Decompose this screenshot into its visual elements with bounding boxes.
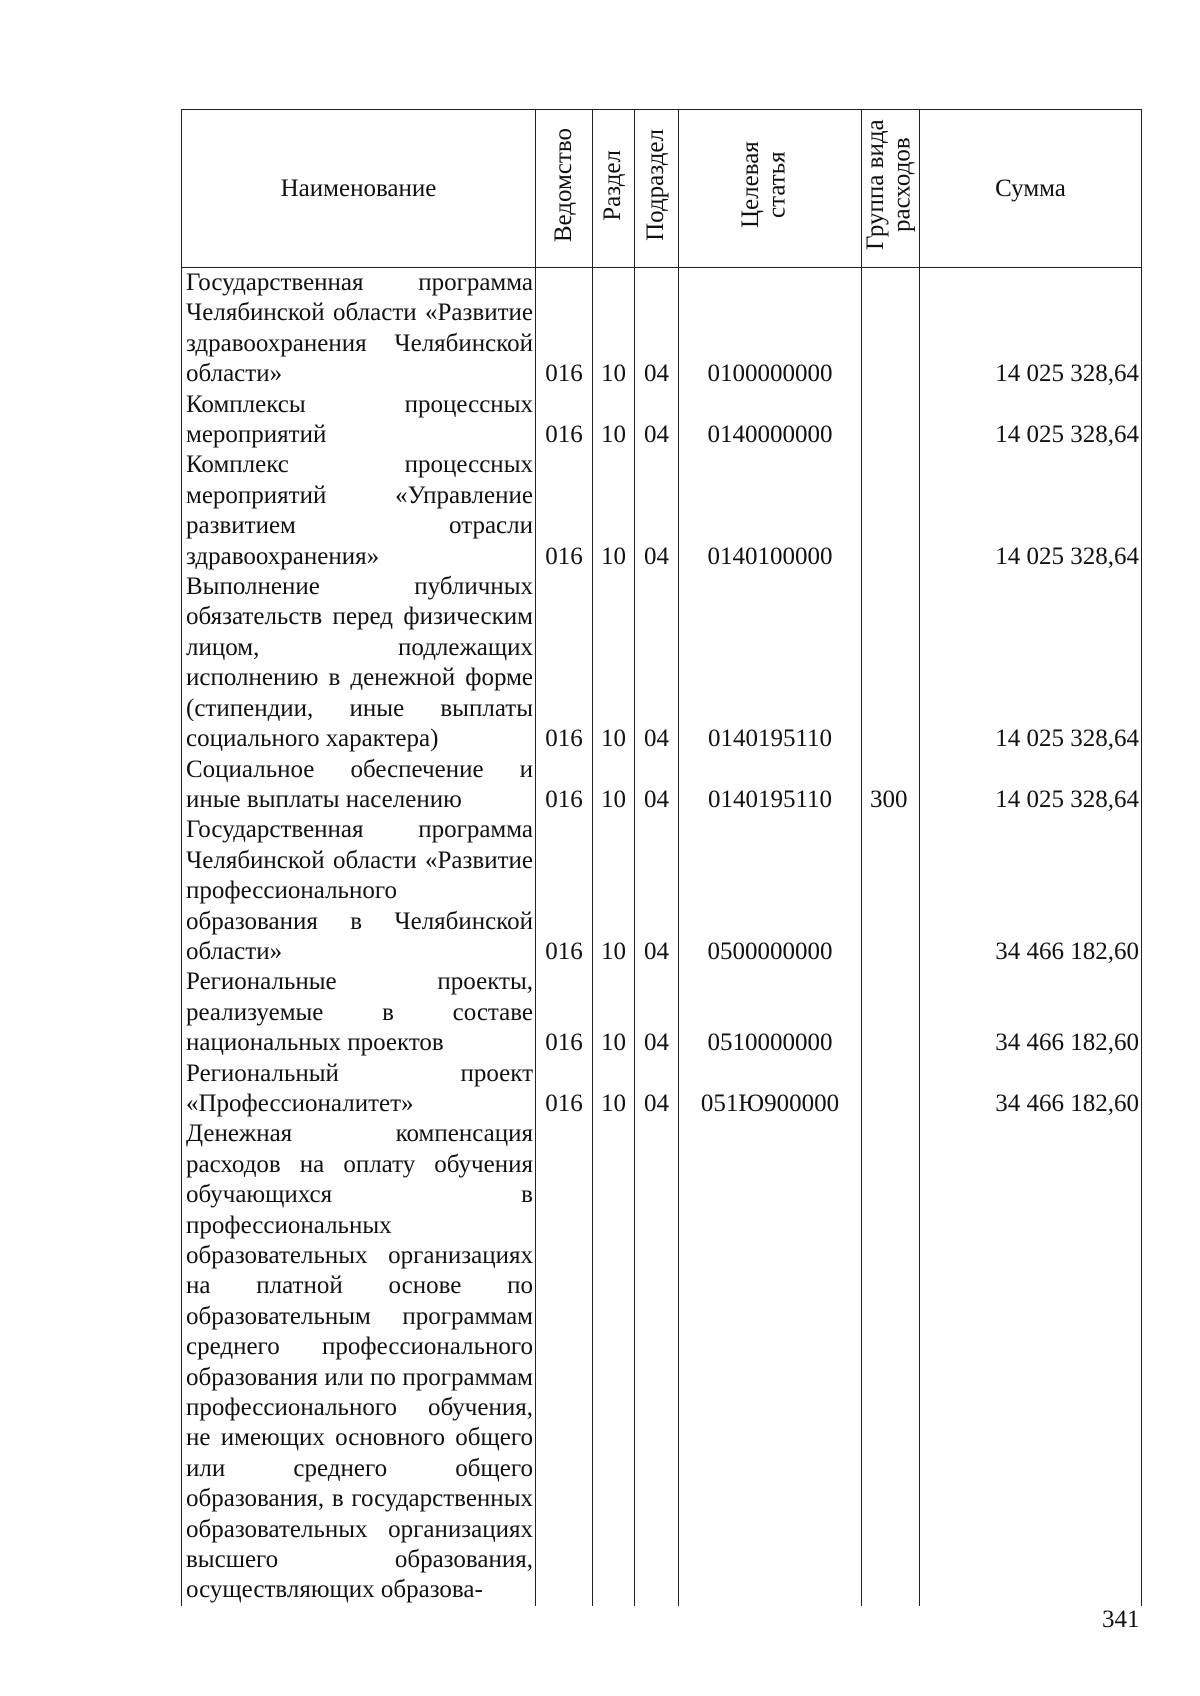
row-gruppa: 300 [862,755,920,816]
row-podrazdel: 04 [635,390,679,451]
table-row [182,1119,1142,1606]
row-celevaya: 0140100000 [679,450,862,572]
table-row [182,815,1142,967]
header-podrazdel [635,110,679,268]
row-gruppa [862,572,920,754]
row-celevaya: 0500000000 [679,815,862,967]
row-name: Государственная программа Челябинской области «Развитие профессионального образования в Челябинской области» [182,815,536,967]
row-podrazdel [635,1119,679,1606]
row-summa [920,1119,1142,1606]
header-name: Наименование [182,110,536,268]
row-name: Региональный проект «Профессионалитет» [182,1059,536,1120]
header-vedomstvo [536,110,593,268]
page-number: 341 [1102,1606,1140,1633]
row-summa: 14 025 328,64 [920,572,1142,754]
row-razdel: 10 [593,815,635,967]
row-razdel: 10 [593,967,635,1058]
row-vedomstvo: 016 [536,1059,593,1120]
budget-table-document [181,109,1141,1606]
row-vedomstvo: 016 [536,390,593,451]
row-razdel: 10 [593,390,635,451]
header-summa: Сумма [920,110,1142,268]
row-celevaya: 0100000000 [679,268,862,390]
row-celevaya: 0510000000 [679,967,862,1058]
row-vedomstvo: 016 [536,967,593,1058]
table-row [182,268,1142,390]
row-name: Государственная программа Челябинской области «Развитие здравоохранения Челябинской области» [182,268,536,390]
table-row [182,1059,1142,1120]
row-vedomstvo [536,1119,593,1606]
row-razdel: 10 [593,572,635,754]
row-summa: 34 466 182,60 [920,815,1142,967]
row-gruppa [862,967,920,1058]
row-razdel [593,1119,635,1606]
row-vedomstvo: 016 [536,815,593,967]
header-podrazdel-label: Подраздел [642,129,670,241]
row-gruppa [862,450,920,572]
header-gruppa [862,110,920,268]
row-celevaya [679,1119,862,1606]
row-podrazdel: 04 [635,755,679,816]
row-razdel: 10 [593,755,635,816]
row-vedomstvo: 016 [536,268,593,390]
row-celevaya: 0140195110 [679,755,862,816]
row-summa: 34 466 182,60 [920,967,1142,1058]
table-row [182,755,1142,816]
row-razdel: 10 [593,1059,635,1120]
row-name: Региональные проекты, реализуемые в составе национальных проектов [182,967,536,1058]
row-summa: 14 025 328,64 [920,390,1142,451]
row-summa: 34 466 182,60 [920,1059,1142,1120]
row-name: Выполнение публичных обязательств перед физическим лицом, подлежащих исполнению в денежной форме (стипендии, иные выплаты социального характера) [182,572,536,754]
row-podrazdel: 04 [635,450,679,572]
row-name: Социальное обеспечение и иные выплаты населению [182,755,536,816]
row-podrazdel: 04 [635,815,679,967]
table-row [182,390,1142,451]
table-row [182,967,1142,1058]
row-celevaya: 051Ю900000 [679,1059,862,1120]
row-celevaya: 0140000000 [679,390,862,451]
header-celevaya [679,110,862,268]
row-vedomstvo: 016 [536,572,593,754]
header-row [182,110,1142,268]
header-razdel [593,110,635,268]
header-celevaya-label: Целевая статья [737,141,791,229]
row-podrazdel: 04 [635,1059,679,1120]
header-vedomstvo-label: Ведомство [549,127,577,243]
row-podrazdel: 04 [635,967,679,1058]
row-celevaya: 0140195110 [679,572,862,754]
table-row [182,450,1142,572]
row-summa: 14 025 328,64 [920,268,1142,390]
row-summa: 14 025 328,64 [920,755,1142,816]
header-gruppa-label: Группа вида расходов [861,119,915,251]
row-podrazdel: 04 [635,572,679,754]
row-name: Денежная компенсация расходов на оплату обучения обучающихся в профессиональных образовательных организациях на платной основе по образовательным программам среднего профессионального образования или по программам профессионального обучения, не имеющих основного общего или среднего общего образования, в государственных образовательных организациях высшего образования, осуществляющих образова- [182,1119,536,1606]
table-row [182,572,1142,754]
row-gruppa [862,268,920,390]
row-gruppa [862,390,920,451]
row-name: Комплекс процессных мероприятий «Управление развитием отрасли здравоохранения» [182,450,536,572]
row-razdel: 10 [593,450,635,572]
row-vedomstvo: 016 [536,755,593,816]
row-gruppa [862,1119,920,1606]
row-gruppa [862,815,920,967]
header-razdel-label: Раздел [599,149,627,221]
row-vedomstvo: 016 [536,450,593,572]
row-name: Комплексы процессных мероприятий [182,390,536,451]
row-gruppa [862,1059,920,1120]
row-summa: 14 025 328,64 [920,450,1142,572]
row-razdel: 10 [593,268,635,390]
row-podrazdel: 04 [635,268,679,390]
budget-table [181,109,1142,1606]
